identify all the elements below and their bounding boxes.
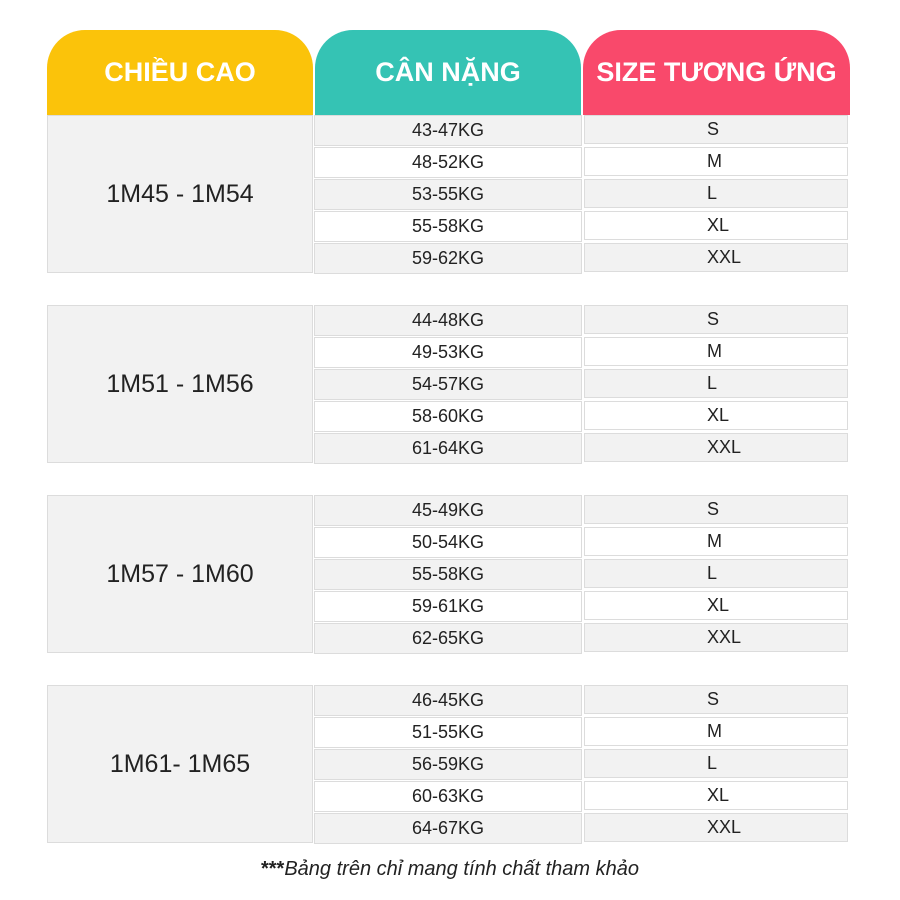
weight-cell: 43-47KG (314, 115, 582, 146)
height-group (47, 305, 850, 463)
footnote-stars: *** (260, 858, 285, 880)
weight-cell: 54-57KG (314, 369, 582, 400)
table-row (314, 813, 850, 844)
table-row (314, 147, 850, 178)
size-cell: S (584, 305, 848, 334)
size-cell: M (584, 717, 848, 746)
table-row (314, 305, 850, 336)
size-cell: S (584, 685, 848, 714)
table-row (314, 369, 850, 400)
weight-size-rows (314, 305, 850, 464)
height-range-cell: 1M57 - 1M60 (47, 495, 313, 653)
table-row (314, 337, 850, 368)
table-row (314, 717, 850, 748)
header-weight: CÂN NẶNG (315, 30, 581, 115)
size-cell: M (584, 527, 848, 556)
size-cell: XL (584, 211, 848, 240)
weight-cell: 56-59KG (314, 749, 582, 780)
table-row (314, 527, 850, 558)
weight-cell: 49-53KG (314, 337, 582, 368)
size-cell: L (584, 179, 848, 208)
weight-size-rows (314, 685, 850, 844)
weight-cell: 60-63KG (314, 781, 582, 812)
table-row (314, 591, 850, 622)
weight-cell: 50-54KG (314, 527, 582, 558)
size-cell: L (584, 749, 848, 778)
size-cell: S (584, 495, 848, 524)
weight-cell: 46-45KG (314, 685, 582, 716)
height-range-cell: 1M61- 1M65 (47, 685, 313, 843)
height-range-cell: 1M51 - 1M56 (47, 305, 313, 463)
table-row (314, 781, 850, 812)
size-cell: L (584, 369, 848, 398)
weight-cell: 45-49KG (314, 495, 582, 526)
size-cell: S (584, 115, 848, 144)
weight-cell: 55-58KG (314, 211, 582, 242)
table-row (314, 243, 850, 274)
size-cell: XXL (584, 433, 848, 462)
weight-cell: 59-62KG (314, 243, 582, 274)
height-range-cell: 1M45 - 1M54 (47, 115, 313, 273)
table-row (314, 179, 850, 210)
footnote-text: Bảng trên chỉ mang tính chất tham khảo (284, 858, 640, 880)
size-cell: XXL (584, 623, 848, 652)
weight-size-rows (314, 495, 850, 654)
footnote (0, 858, 900, 881)
size-cell: L (584, 559, 848, 588)
height-group (47, 115, 850, 273)
height-group (47, 685, 850, 843)
weight-cell: 58-60KG (314, 401, 582, 432)
weight-size-rows (314, 115, 850, 274)
size-cell: XL (584, 591, 848, 620)
weight-cell: 62-65KG (314, 623, 582, 654)
table-row (314, 749, 850, 780)
weight-cell: 51-55KG (314, 717, 582, 748)
weight-cell: 44-48KG (314, 305, 582, 336)
height-group (47, 495, 850, 653)
table-row (314, 623, 850, 654)
weight-cell: 59-61KG (314, 591, 582, 622)
weight-cell: 55-58KG (314, 559, 582, 590)
weight-cell: 61-64KG (314, 433, 582, 464)
size-cell: M (584, 147, 848, 176)
weight-cell: 48-52KG (314, 147, 582, 178)
size-cell: XXL (584, 243, 848, 272)
size-cell: XXL (584, 813, 848, 842)
size-cell: XL (584, 781, 848, 810)
table-row (314, 433, 850, 464)
header-size: SIZE TƯƠNG ỨNG (583, 30, 850, 115)
weight-cell: 64-67KG (314, 813, 582, 844)
weight-cell: 53-55KG (314, 179, 582, 210)
table-row (314, 115, 850, 146)
size-cell: XL (584, 401, 848, 430)
table-row (314, 401, 850, 432)
table-row (314, 685, 850, 716)
size-cell: M (584, 337, 848, 366)
header-height: CHIỀU CAO (47, 30, 313, 115)
table-row (314, 211, 850, 242)
table-row (314, 559, 850, 590)
table-row (314, 495, 850, 526)
